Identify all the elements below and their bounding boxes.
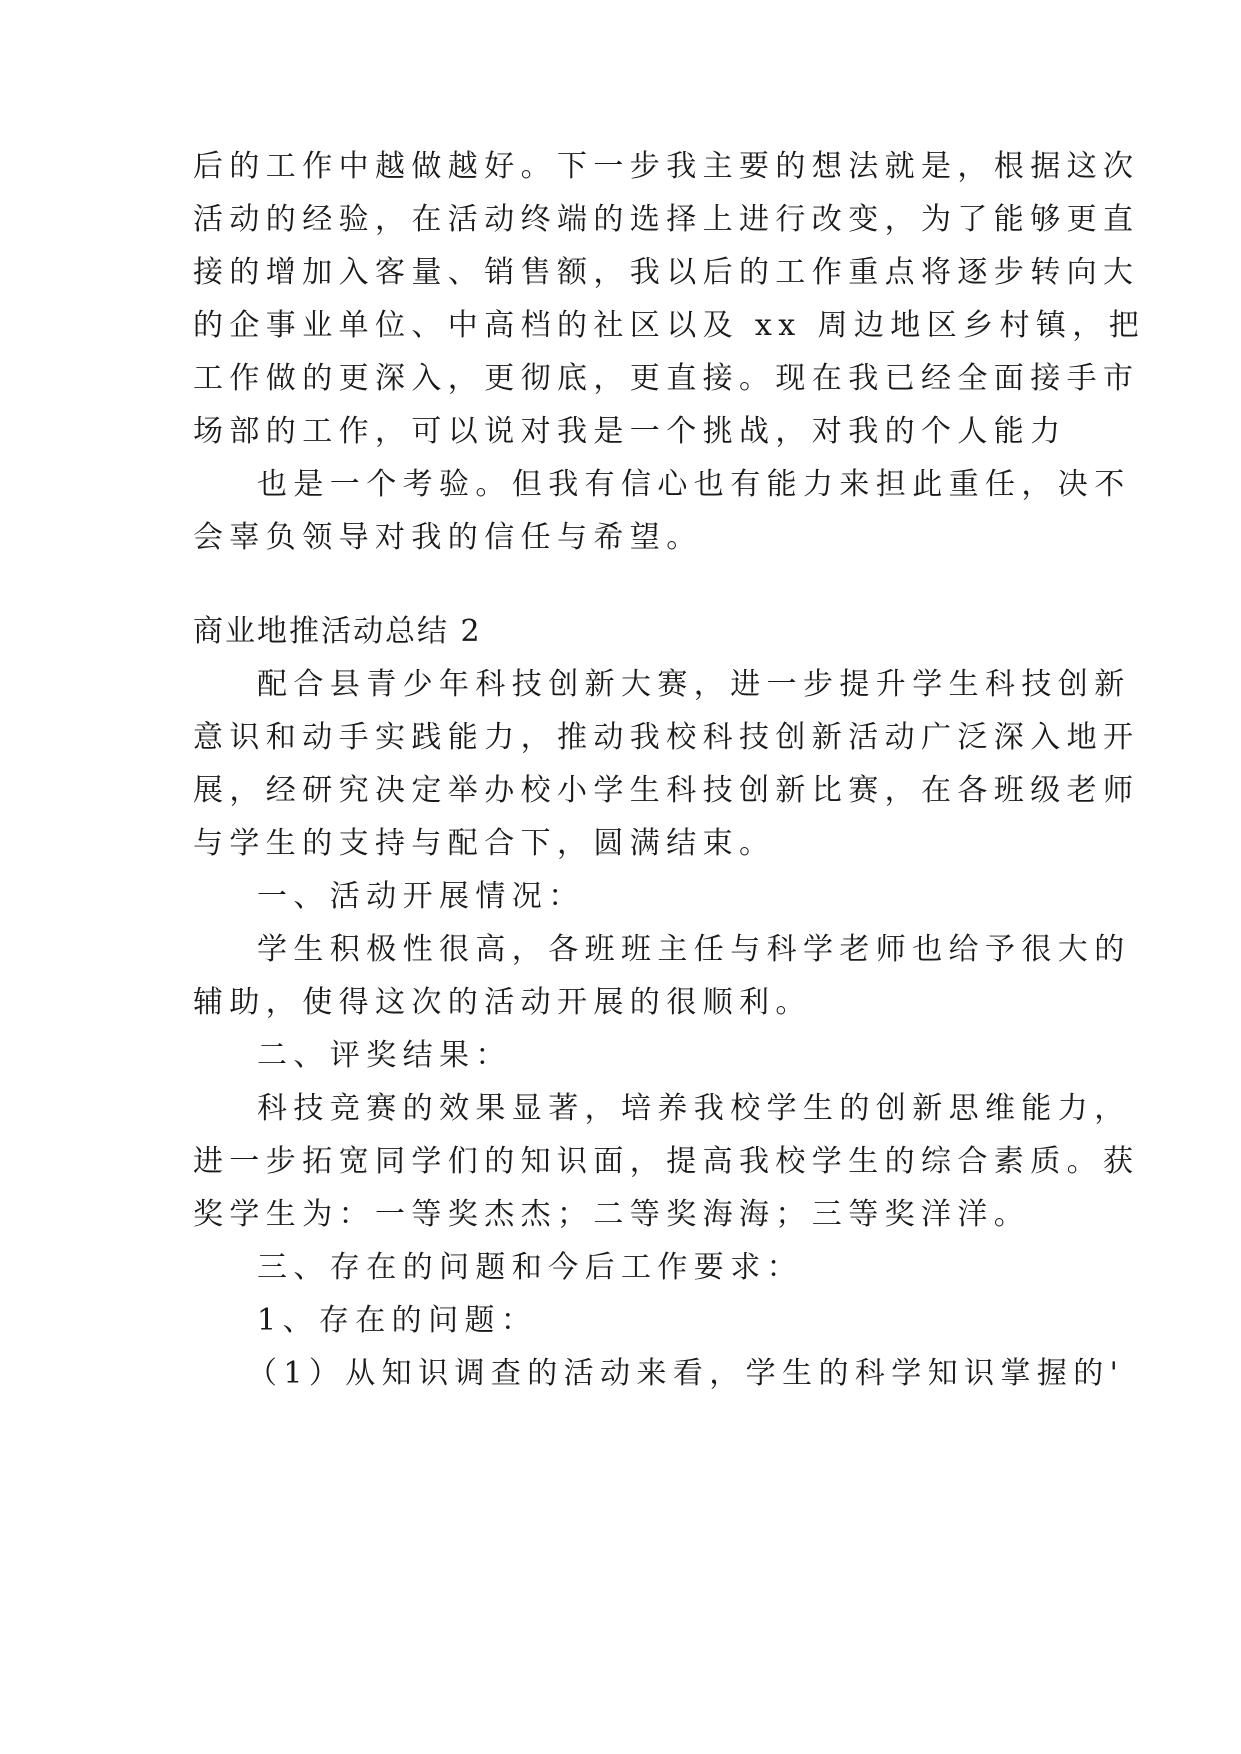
- body-line: 展，经研究决定举办校小学生科技创新比赛，在各班级老师: [193, 773, 1140, 808]
- body-line: 工作做的更深入，更彻底，更直接。现在我已经全面接手市: [193, 361, 1140, 396]
- body-line: 辅助，使得这次的活动开展的很顺利。: [193, 985, 812, 1020]
- subheading: 1、存在的问题：: [257, 1303, 538, 1338]
- body-line: 接的增加入客量、销售额，我以后的工作重点将逐步转向大: [193, 255, 1140, 290]
- subheading: 二、评奖结果：: [257, 1038, 512, 1073]
- body-line: 意识和动手实践能力，推动我校科技创新活动广泛深入地开: [193, 720, 1140, 755]
- body-line: 进一步拓宽同学们的知识面，提高我校学生的综合素质。获: [193, 1144, 1140, 1179]
- body-line: 学生积极性很高，各班班主任与科学老师也给予很大的: [257, 932, 1131, 967]
- body-line: 科技竞赛的效果显著，培养我校学生的创新思维能力，: [257, 1091, 1131, 1126]
- body-line: 活动的经验，在活动终端的选择上进行改变，为了能够更直: [193, 202, 1140, 237]
- section-title: 商业地推活动总结 2: [193, 614, 482, 649]
- body-line: 场部的工作，可以说对我是一个挑战，对我的个人能力: [193, 414, 1067, 449]
- body-line: （1）从知识调查的活动来看，学生的科学知识掌握的': [247, 1356, 1125, 1391]
- body-line: 也是一个考验。但我有信心也有能力来担此重任，决不: [257, 467, 1131, 502]
- body-line: 配合县青少年科技创新大赛，进一步提升学生科技创新: [257, 667, 1131, 702]
- body-line: 与学生的支持与配合下，圆满结束。: [193, 826, 776, 861]
- subheading: 一、活动开展情况：: [257, 879, 585, 914]
- body-line: 会辜负领导对我的信任与希望。: [193, 520, 703, 555]
- subheading: 三、存在的问题和今后工作要求：: [257, 1250, 803, 1285]
- body-line: 的企事业单位、中高档的社区以及 xx 周边地区乡村镇，把: [193, 308, 1146, 343]
- body-line: 后的工作中越做越好。下一步我主要的想法就是，根据这次: [193, 149, 1140, 184]
- body-line: 奖学生为：一等奖杰杰；二等奖海海；三等奖洋洋。: [193, 1197, 1031, 1232]
